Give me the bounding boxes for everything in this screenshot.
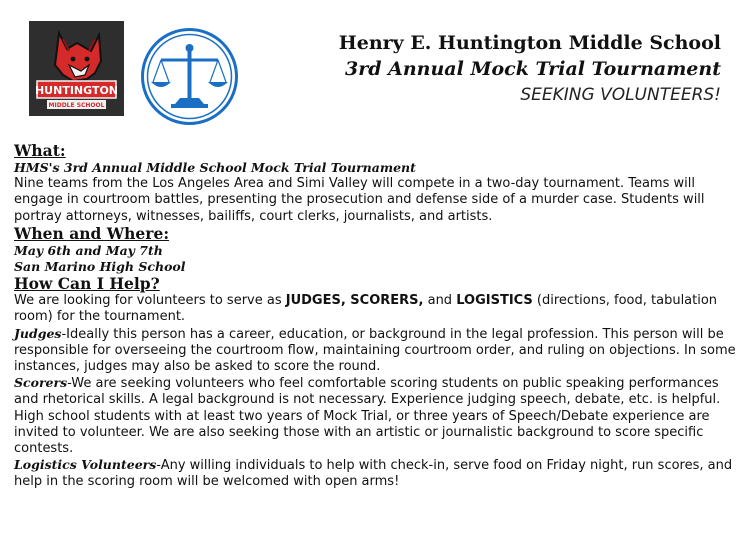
role-logistics: LOGISTICS: [456, 293, 533, 309]
judges-label: Judges: [14, 325, 62, 341]
logistics-label: Logistics Volunteers: [14, 457, 157, 473]
school-title: Henry E. Huntington Middle School: [338, 32, 721, 54]
event-dates: May 6th and May 7th: [14, 242, 163, 258]
when-where-heading: When and Where:: [14, 223, 170, 243]
tournament-title: 3rd Annual Mock Trial Tournament: [344, 58, 721, 80]
scorers-paragraph: [14, 375, 736, 457]
scorers-label: Scorers: [14, 375, 68, 391]
page-header: [339, 31, 721, 108]
help-intro-c: (directions, food, tabulation room) for the tournament.: [14, 293, 718, 325]
logistics-paragraph: [14, 457, 736, 490]
logo-name-text: HUNTINGTON: [34, 84, 119, 97]
logistics-text: -Any willing individuals to help with check-in, serve food on Friday night, run scores, and help in the scoring room will be welcomed with open arms!: [14, 458, 733, 490]
help-intro: [14, 293, 736, 325]
logo-sub-text: MIDDLE SCHOOL: [48, 102, 105, 109]
event-venue: San Marino High School: [14, 259, 186, 275]
roles-judges-scorers: JUDGES, SCORERS,: [285, 293, 424, 309]
event-title: HMS's 3rd Annual Middle School Mock Trial Tournament: [14, 160, 416, 175]
what-heading: What:: [14, 141, 66, 160]
justice-seal: [139, 26, 240, 127]
wolf-icon: [29, 21, 124, 116]
event-description: Nine teams from the Los Angeles Area and Simi Valley will compete in a two-day tournament. Teams will engage in courtroom battles, presenting the prosecution and defense side of a murder case. Students will portray attorneys, witnesses, bailiffs, court clerks, journalists, and artists.: [14, 176, 705, 224]
help-intro-b: and: [423, 293, 457, 309]
scales-of-justice-icon: [139, 26, 240, 127]
school-logo: [29, 21, 124, 116]
flyer-body: [14, 142, 736, 491]
seeking-volunteers-subtitle: SEEKING VOLUNTEERS!: [520, 85, 721, 105]
judges-paragraph: [14, 326, 736, 376]
judges-text: -Ideally this person has a career, education, or background in the legal profession. This person will be responsible for overseeing the courtroom flow, maintaining courtroom order, and ruling on objections. In some instances, judges may also be asked to score the round.: [14, 326, 736, 375]
scorers-text: -We are seeking volunteers who feel comfortable scoring students on public speaking performances and rhetorical skills. A legal background is not necessary. Experience judging speech, debate, etc. is helpful. High school students with at least two years of Mock Trial, or three years of Speech/Debate experience are invited to volunteer. We are also seeking those with an artistic or journalistic background to score specific contests.: [14, 376, 721, 457]
how-help-heading: How Can I Help?: [14, 274, 160, 294]
help-intro-a: We are looking for volunteers to serve as: [14, 293, 286, 309]
